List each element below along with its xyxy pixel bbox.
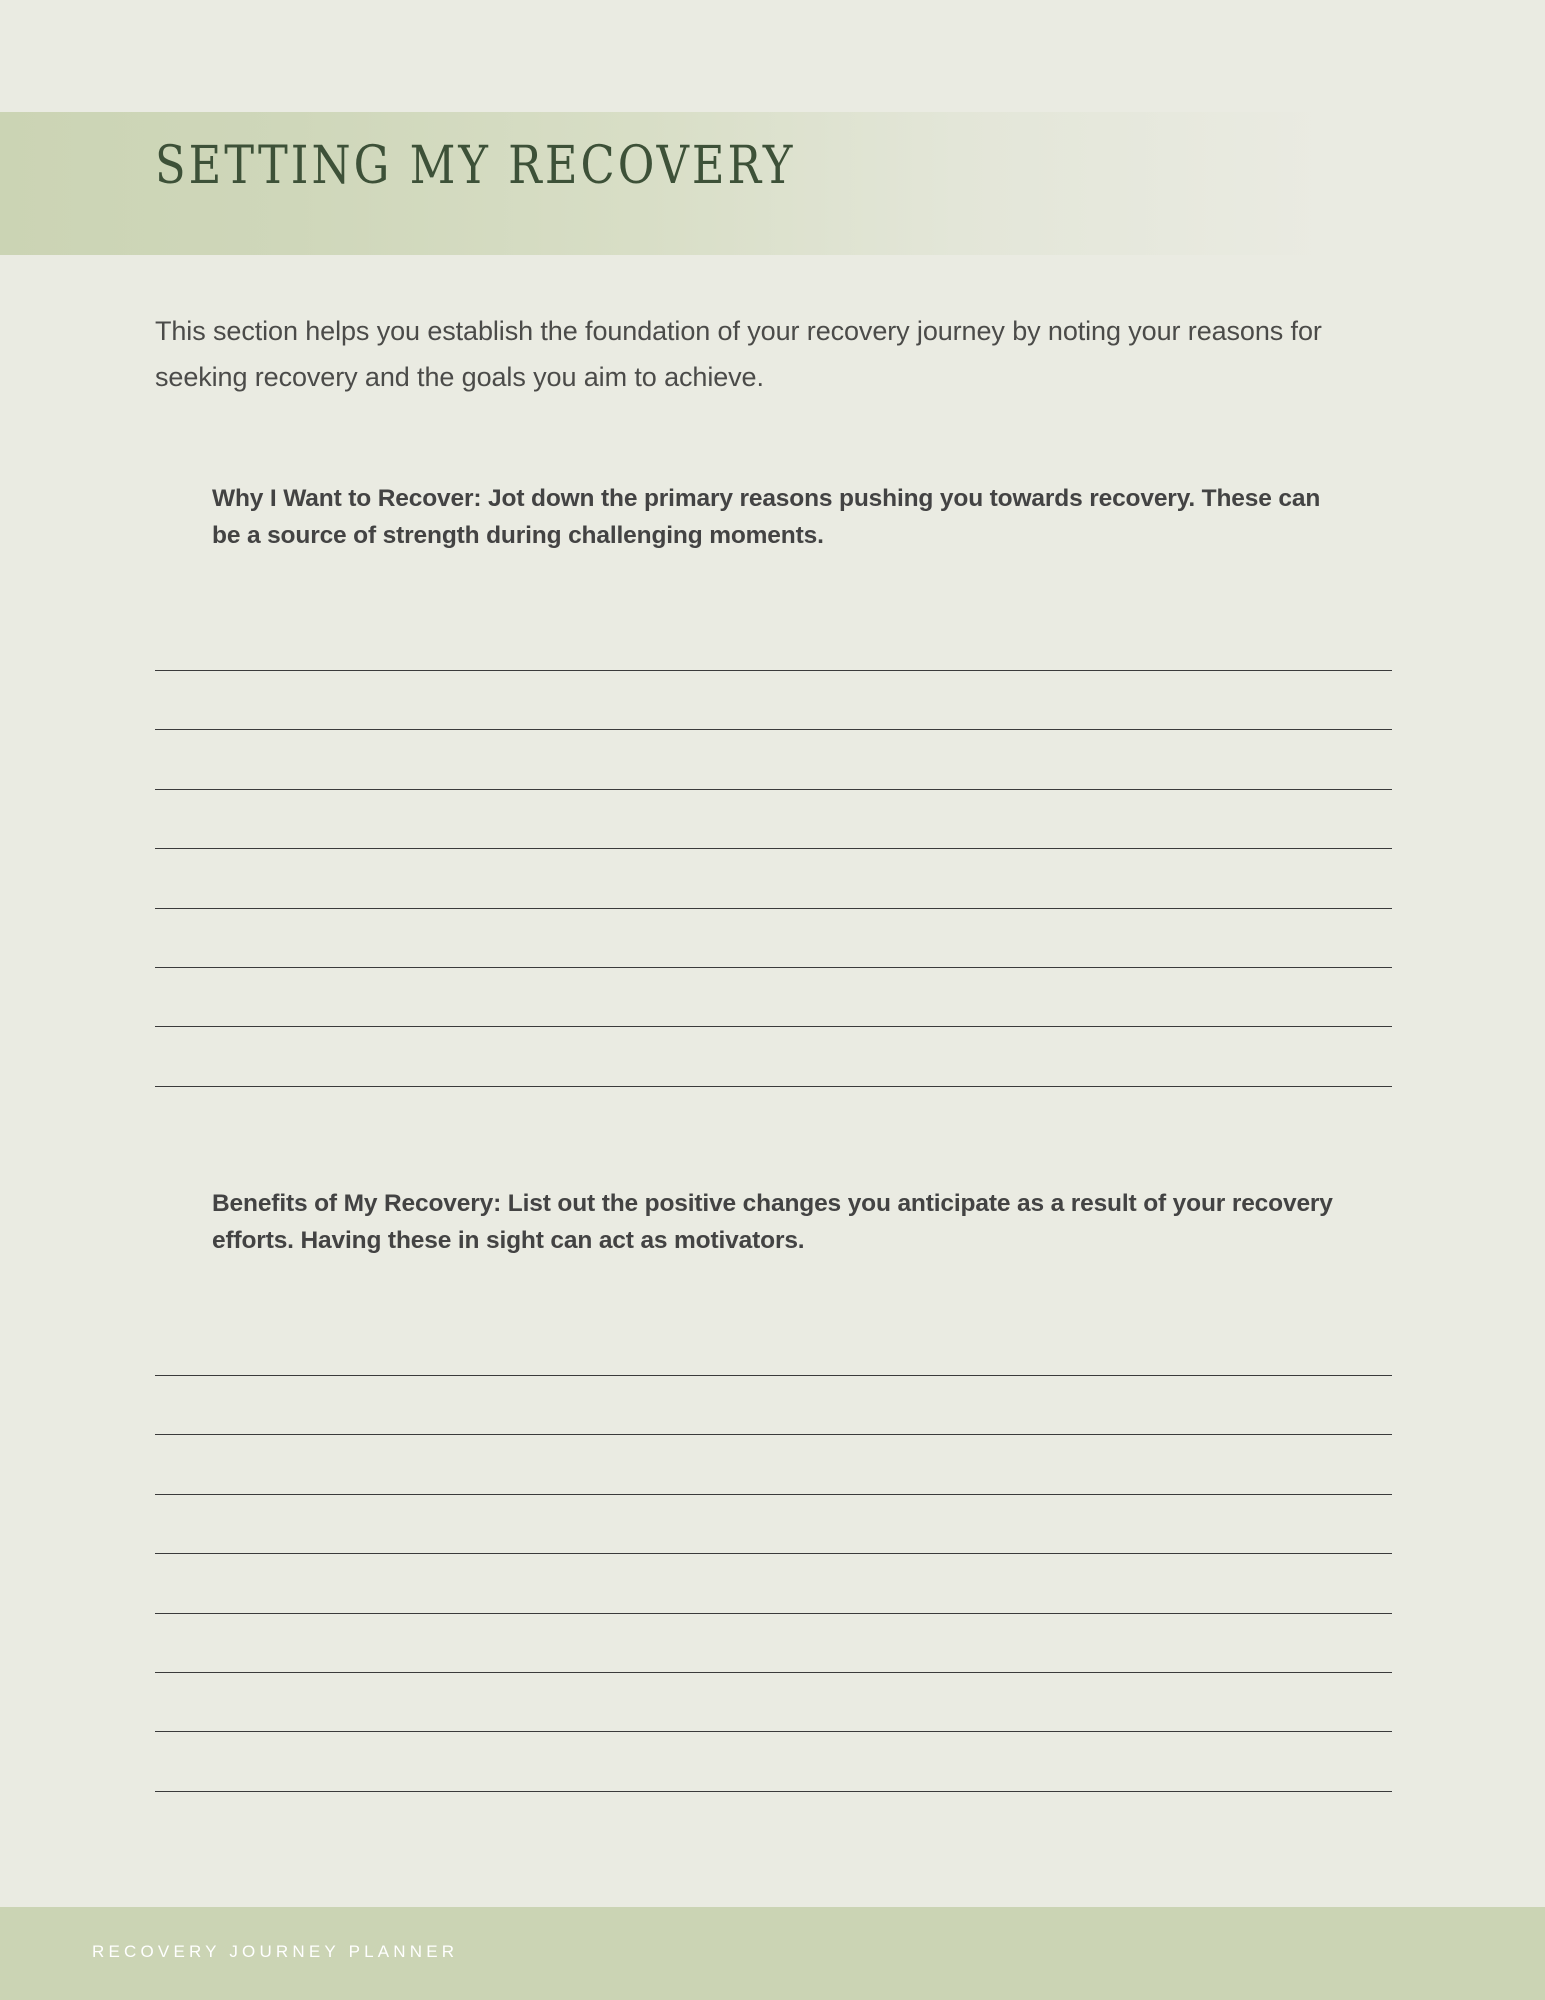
- writing-line[interactable]: [155, 1375, 1392, 1376]
- writing-line[interactable]: [155, 1672, 1392, 1673]
- writing-lines-group: [155, 670, 1392, 1087]
- writing-line[interactable]: [155, 729, 1392, 730]
- writing-line[interactable]: [155, 848, 1392, 849]
- writing-line[interactable]: [155, 1494, 1392, 1495]
- page-title: SETTING MY RECOVERY: [155, 136, 796, 196]
- prompt-text: Why I Want to Recover: Jot down the primary reasons pushing you towards recovery. These can be a source of strength during challenging moments.: [212, 485, 1321, 550]
- writing-line[interactable]: [155, 1434, 1392, 1435]
- writing-lines-group: [155, 1375, 1392, 1792]
- writing-line[interactable]: [155, 967, 1392, 968]
- writing-line[interactable]: [155, 908, 1392, 909]
- footer-label: RECOVERY JOURNEY PLANNER: [92, 1942, 459, 1961]
- writing-line[interactable]: [155, 1026, 1392, 1027]
- writing-line[interactable]: [155, 1086, 1392, 1087]
- writing-line[interactable]: [155, 1553, 1392, 1554]
- writing-line[interactable]: [155, 1731, 1392, 1732]
- intro-paragraph: This section helps you establish the foundation of your recovery journey by noting your reasons for seeking recovery and the goals you aim to achieve.: [155, 316, 1322, 393]
- writing-line[interactable]: [155, 1613, 1392, 1614]
- writing-line[interactable]: [155, 670, 1392, 671]
- prompt-text: Benefits of My Recovery: List out the positive changes you anticipate as a result of your recovery efforts. Having these in sight can act as motivators.: [212, 1190, 1333, 1255]
- writing-line[interactable]: [155, 789, 1392, 790]
- writing-line[interactable]: [155, 1791, 1392, 1792]
